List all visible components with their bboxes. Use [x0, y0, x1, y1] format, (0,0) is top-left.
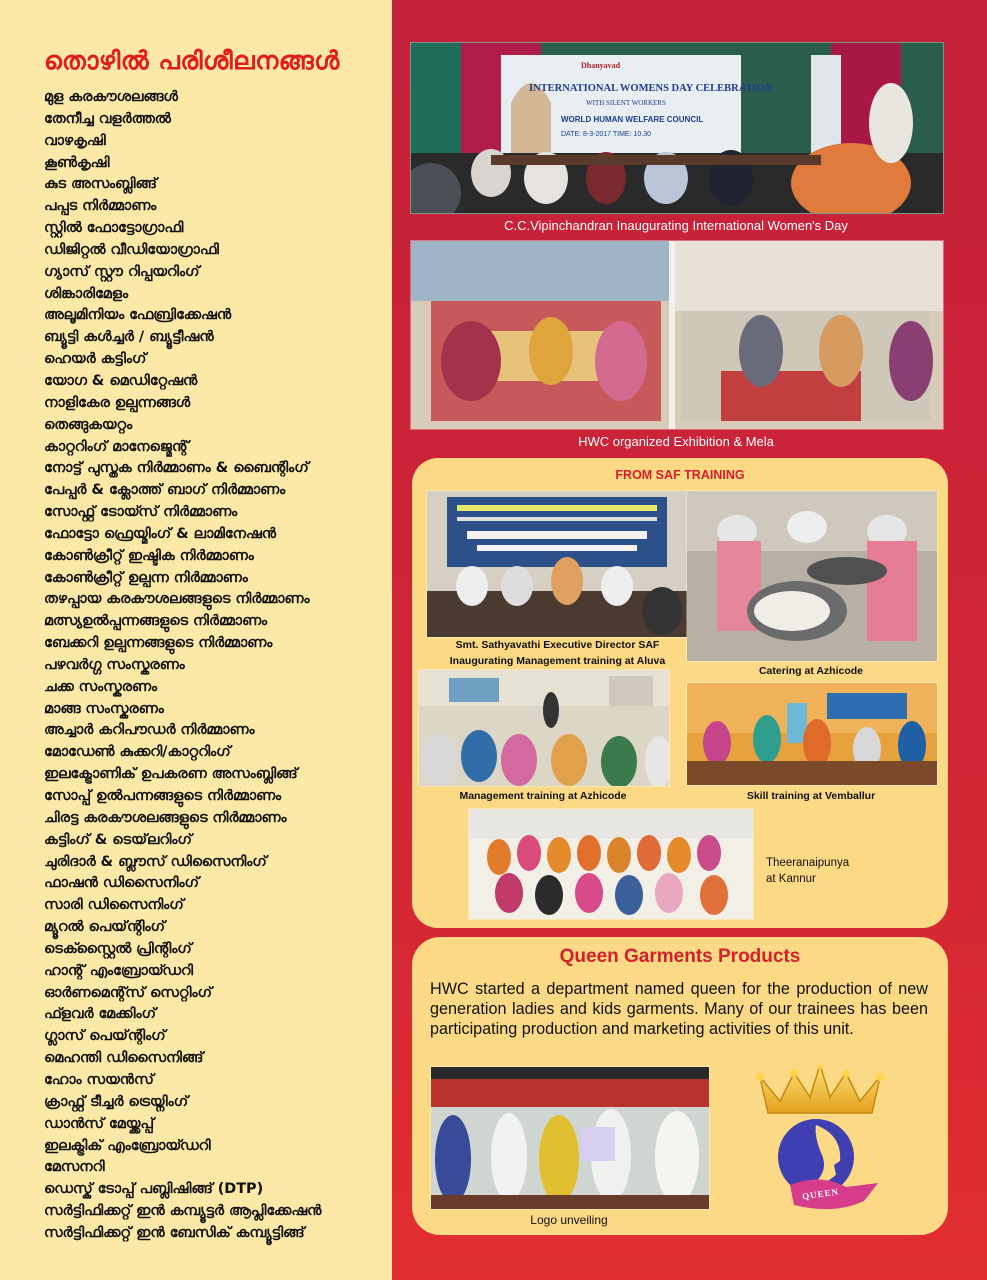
course-item: പപ്പട നിർമ്മാണം [44, 198, 157, 215]
training-list-title: തൊഴിൽ പരിശീലനങ്ങൾ [44, 46, 340, 75]
saf-aluva-caption-2: Inaugurating Management training at Aluva [449, 655, 666, 667]
course-item: ഓർണമെന്റ്സ് സെറ്റിംഗ് [44, 984, 212, 1001]
exhibition-photo [410, 240, 944, 430]
queen-logo [750, 1065, 890, 1215]
banner-line4: DATE: 8-3-2017 TIME: 10.30 [561, 131, 652, 138]
course-item: ഡാൻസ് മേയ്ക്കപ്പ് [44, 1115, 154, 1132]
course-item: മാങ്ങ സംസ്കരണം [44, 700, 164, 717]
course-item: ചിരട്ട കരകൗശലങ്ങളുടെ നിർമ്മാണം [44, 809, 287, 826]
course-item: ശിങ്കാരിമേളം [44, 285, 128, 302]
management-azhicode-photo [418, 669, 670, 787]
course-item: ഇലക്ട്രോണിക് ഉപകരണ അസംബ്ലിങ്ങ് [44, 766, 298, 783]
course-item: സോഫ്റ്റ് ടോയ്സ് നിർമ്മാണം [44, 504, 238, 521]
saf-training-section [412, 458, 948, 928]
saf-aluva-photo [426, 490, 691, 638]
saf-training-title: FROM SAF TRAINING [615, 468, 745, 482]
course-item: സാരി ഡിസൈനിംഗ് [44, 897, 184, 914]
course-item: കാറ്ററിംഗ് മാനേജ്മെന്റ് [44, 438, 189, 455]
queen-garments-title: Queen Garments Products [559, 946, 801, 967]
course-item: വാഴകൃഷി [44, 132, 106, 149]
exhibition-caption: HWC organized Exhibition & Mela [578, 434, 774, 449]
course-item: മോഡേൺ കുക്കറി/കാറ്ററിംഗ് [44, 744, 231, 761]
course-item: കോൺക്രീറ്റ് ഉല്പന്ന നിർമ്മാണം [44, 569, 248, 586]
course-item: ടെക്സ്റ്റൈൽ പ്രിന്റിംഗ് [44, 940, 192, 957]
course-item: കുട അസംബ്ലിങ്ങ് [44, 176, 157, 193]
course-item: അലൂമിനിയം ഫേബ്രിക്കേഷൻ [44, 307, 231, 324]
womens-day-photo [410, 42, 944, 214]
course-item: തേനീച്ച വളർത്തൽ [44, 110, 171, 127]
logo-unveiling-photo [430, 1066, 710, 1210]
course-item: ഹാന്റ് എംബ്രോയ്ഡറി [44, 962, 194, 979]
course-item: ചക്ക സംസ്കരണം [44, 678, 157, 695]
course-item: മേസനറി [44, 1159, 105, 1176]
catering-photo [686, 490, 938, 662]
theeranaipunya-caption-2: at Kannur [766, 873, 816, 885]
course-item: മെഹന്തി ഡിസൈനിങ്ങ് [44, 1050, 204, 1067]
womens-day-caption: C.C.Vipinchandran Inaugurating International Women's Day [504, 218, 848, 233]
course-item: തഴപ്പായ കരകൗശലങ്ങളുടെ നിർമ്മാണം [44, 591, 310, 608]
queen-garments-description: HWC started a department named queen for the production of new generation ladies and kids garments. Many of our trainees has been participating production and marketing activities of this unit. [430, 980, 928, 1038]
course-item: ഇലക്ട്രിക് എംബ്രോയ്ഡറി [44, 1137, 211, 1154]
course-item: ഡിജിറ്റൽ വീഡിയോഗ്രാഫി [44, 241, 219, 258]
course-item: യോഗ & മെഡിറ്റേഷൻ [44, 372, 198, 389]
theeranaipunya-caption-1: Theeranaipunya [766, 857, 850, 869]
course-item: ഫാഷൻ ഡിസൈനിംഗ് [44, 875, 199, 892]
course-item: ഡെസ്ക് ടോപ്പ് പബ്ലിഷിങ്ങ് (DTP) [44, 1181, 264, 1198]
course-item: ഫ്ളവർ മേക്കിംഗ് [44, 1006, 156, 1023]
saf-aluva-caption-1: Smt. Sathyavathi Executive Director SAF [455, 639, 660, 651]
banner-org: Dhanyavad [581, 61, 621, 70]
course-item: സർട്ടിഫിക്കറ്റ് ഇൻ കമ്പ്യൂട്ടർ ആപ്ലിക്കേഷൻ [44, 1203, 322, 1220]
logo-unveiling-caption: Logo unveiling [530, 1213, 608, 1227]
course-item: കോൺക്രീറ്റ് ഇഷ്ടിക നിർമ്മാണം [44, 547, 254, 564]
course-item: സർട്ടിഫിക്കറ്റ് ഇൻ ബേസിക് കമ്പ്യൂട്ടിങ്ങ് [44, 1224, 305, 1241]
course-item: ഹെയർ കട്ടിംഗ് [44, 351, 147, 368]
skill-vemballur-caption: Skill training at Vemballur [746, 790, 876, 802]
training-course-list [44, 87, 321, 1245]
course-item: കട്ടിംഗ് & ടെയ്‌ലറിംഗ് [44, 831, 192, 848]
course-item: ഫോട്ടോ ഫ്രെയ്മിംഗ് & ലാമിനേഷൻ [44, 525, 276, 542]
banner-line1: INTERNATIONAL WOMENS DAY CELEBRATION [529, 83, 773, 94]
queen-garments-section [412, 937, 948, 1235]
course-item: ബേക്കറി ഉല്പന്നങ്ങളുടെ നിർമ്മാണം [44, 635, 273, 652]
course-item: സ്റ്റിൽ ഫോട്ടോഗ്രാഫി [44, 220, 184, 237]
course-item: ബ്യൂട്ടി കൾച്ചർ / ബ്യൂട്ടീഷൻ [44, 329, 214, 346]
queen-logo-text: QUEEN [801, 1186, 840, 1202]
course-item: കൂൺകൃഷി [44, 154, 110, 171]
course-item: സോപ്പ് ഉൽപന്നങ്ങളുടെ നിർമ്മാണം [44, 788, 282, 804]
course-item: നാളികേര ഉല്പന്നങ്ങൾ [44, 394, 191, 411]
course-item: തെങ്ങുകയറ്റം [44, 416, 133, 433]
course-item: ക്രാഫ്റ്റ് ടീച്ചർ ട്രെയ്നിംഗ് [44, 1093, 189, 1110]
catering-caption: Catering at Azhicode [758, 665, 864, 677]
banner-line3: WORLD HUMAN WELFARE COUNCIL [561, 115, 704, 124]
course-item: പേപ്പർ & ക്ലോത്ത് ബാഗ് നിർമ്മാണം [44, 482, 286, 499]
course-item: നോട്ട് പുസ്തക നിർമ്മാണം & ബൈന്റിംഗ് [44, 460, 309, 477]
course-item: മ്യൂറൽ പെയ്ന്റിംഗ് [44, 919, 165, 936]
course-item: മത്സ്യഉൽപ്പന്നങ്ങളുടെ നിർമ്മാണം [44, 613, 268, 630]
theeranaipunya-photo [468, 808, 754, 920]
course-item: മുള കരകൗശലങ്ങൾ [44, 89, 178, 105]
course-item: ചുരിദാർ & ബ്ലൗസ് ഡിസൈനിംഗ് [44, 853, 267, 870]
banner-line2: WITH SILENT WORKERS [586, 99, 666, 107]
management-azhicode-caption: Management training at Azhicode [459, 790, 627, 802]
skill-vemballur-photo [686, 682, 938, 786]
course-item: പഴവർഗ്ഗ സംസ്കരണം [44, 656, 185, 673]
course-item: അച്ചാർ കറിപൗഡർ നിർമ്മാണം [44, 722, 255, 739]
course-item: ഗ്യാസ് സ്റ്റൗ റിപ്പയറിംഗ് [44, 263, 200, 280]
left-panel [0, 0, 392, 1280]
course-item: ഹോം സയൻസ് [44, 1071, 154, 1088]
course-item: ഗ്ലാസ് പെയ്ന്റിംഗ് [44, 1028, 166, 1045]
